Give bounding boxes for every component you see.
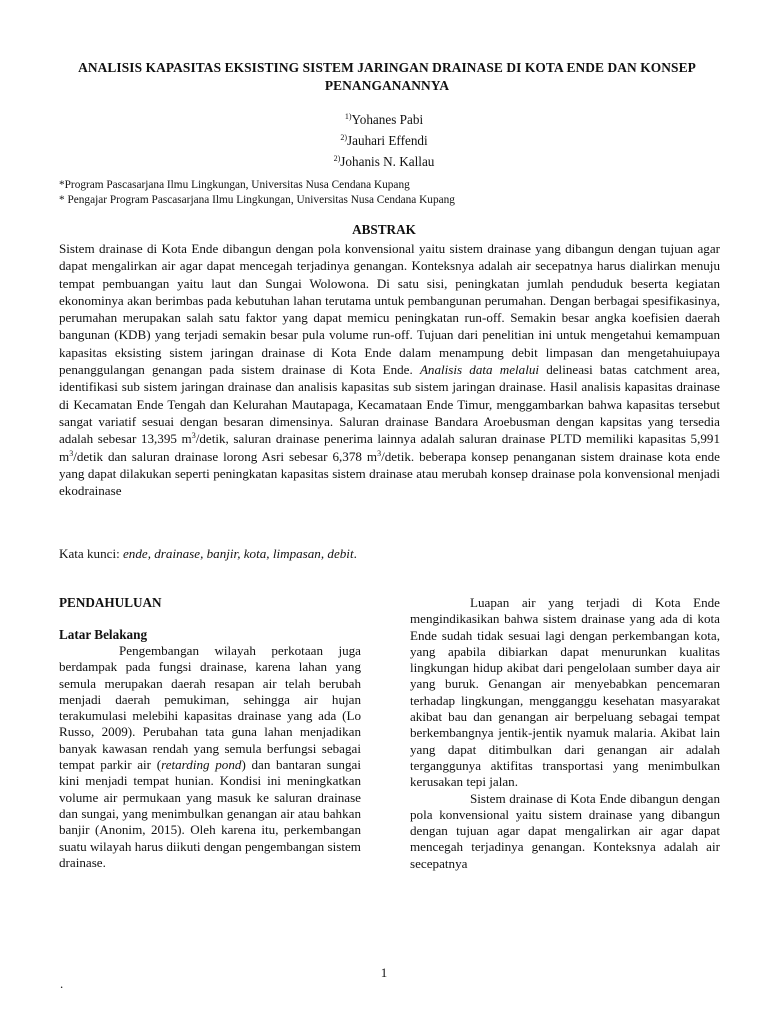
affiliation: * Pengajar Program Pascasarjana Ilmu Lingkungan, Universitas Nusa Cendana Kupang — [59, 194, 455, 206]
subsection-heading: Latar Belakang — [59, 627, 148, 642]
abstract-text: Sistem drainase di Kota Ende dibangun dengan pola konvensional yaitu sistem drainase yang dibangun dengan tujuan agar dapat mengalirkan air agar dapat mencegah terjadinya genangan. Konteksnya adalah air secepatnya harus dialirkan menuju tempat pembuangan yaitu laut dan Sungai Wolowona. Di satu sisi, peningkatan jumlah penduduk beserta kegiatan ekonominya akan berimbas pada kebutuhan lahan terutama untuk pembangunan perumahan. Dengan berbagai spesifikasinya, perumahan merupakan salah satu faktor yang dapat memicu peningkatan run-off. Semakin besar angka koefisien daerah bangunan (KDB) yang terjadi semakin besar pula volume run-off. Tujuan dari penelitian ini untuk mengetahui kemampuan kapasitas eksisting sistem jaringan drainase di Kota Ende dalam menampung debit limpasan dan mengetahuiupaya penanggulangan genangan pada sistem drainase di Kota Ende. — [59, 241, 720, 378]
superscript: 3 — [191, 431, 196, 441]
abstract-italic-text: Analisis data melalui — [419, 362, 540, 378]
paragraph-italic-text: retarding pond — [161, 757, 242, 773]
affiliations — [59, 178, 719, 208]
author-name: Yohanes Pabi — [351, 112, 424, 127]
column-left — [59, 595, 361, 871]
keywords-end: . — [353, 546, 357, 561]
paragraph-text: ) dan bantaran sungai kini menjadi tempat hunian. Kondisi ini meningkatkan volume air permukaan yang masuk ke saluran drainase dan sungai, yang menimbulkan genangan air atau bahkan banjir (Anonim, 2015). Oleh karena itu, perkembangan suatu wilayah harus diikuti dengan pengembangan sistem drainase. — [59, 757, 361, 870]
author-list — [0, 108, 768, 171]
paragraph-text: Pengembangan wilayah perkotaan juga berdampak pada fungsi drainase, karena lahan yang semula merupakan daerah resapan air telah berubah menjadi daerah pemukiman, sehingga air hujan terakumulasi melebihi kapasitas drainase yang ada (Lo Russo, 2009). Perubahan tata guna lahan menjadikan banyak kawasan rendah yang semula berfungsi sebagai tempat parkir air ( — [59, 643, 361, 773]
body-paragraph: Luapan air yang terjadi di Kota Ende mengindikasikan bahwa sistem drainase yang ada di kota Ende sudah tidak sesuai lagi dengan perkembangan kota, yang apabila dibiarkan dapat menurunkan kualitas lingkungan hidup akibat dari pengelolaan sumber daya air yang buruk. Genangan air menyebabkan pencemaran terhadap lingkungan, mengganggu kesehatan masyarakat akibat bau dan genangan air berpeluang sebagai tempat berkembangnya jentik-jentik nyamuk malaria. Akibat lain yang dapat ditimbulkan dari genangan air adalah terganggunya aktifitas transportasi yang menimbulkan kerusakan tepi jalan. — [410, 595, 720, 790]
author — [0, 150, 768, 171]
superscript: 3 — [69, 448, 74, 458]
abstract-text: delineasi batas catchment area, identifikasi sub sistem jaringan drainase dan analisis kapasitas sub sistem jaringan drainase. Hasil analisis kapasitas drainase di Kecamatan Ende Tengah dan Kelurahan Mautapaga, Kecamataan Ende Timur, menggambarkan bahwa kapasitas tersebut sangat variatif sesuai dengan besaran dimensinya. Saluran drainase Bandara Aroebusman dengan kapsitas yang tersedia adalah sebesar 13,395 m — [59, 362, 721, 447]
paper-title: ANALISIS KAPASITAS EKSISTING SISTEM JARINGAN DRAINASE DI KOTA ENDE DAN KONSEP PENANGANANNYA — [78, 60, 696, 93]
author-name: Jauhari Effendi — [346, 133, 428, 148]
keywords-terms: ende, drainase, banjir, kota, limpasan, debit — [123, 546, 354, 561]
superscript: 3 — [377, 448, 382, 458]
page-number: 1 — [380, 965, 388, 980]
keywords-label: Kata kunci: — [59, 546, 123, 561]
body-paragraph — [59, 643, 361, 871]
body-paragraph: Sistem drainase di Kota Ende dibangun dengan pola konvensional yaitu sistem drainase yang dibangun dengan tujuan agar dapat mengalirkan air agar dapat mencegah terjadinya genangan. Konteksnya adalah air secepatnya — [410, 790, 720, 871]
author-marker: 2) — [333, 154, 341, 163]
abstract-text: /detik dan saluran drainase lorong Asri sebesar 6,378 m — [73, 448, 378, 464]
author — [0, 108, 768, 129]
keywords — [59, 545, 720, 562]
abstract-text: /detik. beberapa konsep penanganan sistem drainase kota ende yang dapat dilakukan seperti peningkatan kapasitas sistem drainase atau merubah konsep drainase pola konvensional menjadi ekodrainase — [59, 448, 720, 499]
section-heading: PENDAHULUAN — [59, 595, 162, 610]
affiliation: *Program Pascasarjana Ilmu Lingkungan, Universitas Nusa Cendana Kupang — [59, 179, 410, 191]
abstract-heading: ABSTRAK — [352, 222, 416, 237]
footer-mark: . — [60, 976, 64, 991]
author-marker: 2) — [340, 133, 347, 142]
author-name: Johanis N. Kallau — [340, 154, 435, 169]
author — [0, 129, 768, 150]
author-marker: 1) — [344, 112, 352, 121]
abstract-text: /detik, saluran drainase penerima lainnya adalah saluran drainase PLTD memiliki kapasitas 5,991 m — [59, 431, 721, 464]
column-right — [410, 595, 720, 872]
abstract-body — [59, 240, 720, 499]
